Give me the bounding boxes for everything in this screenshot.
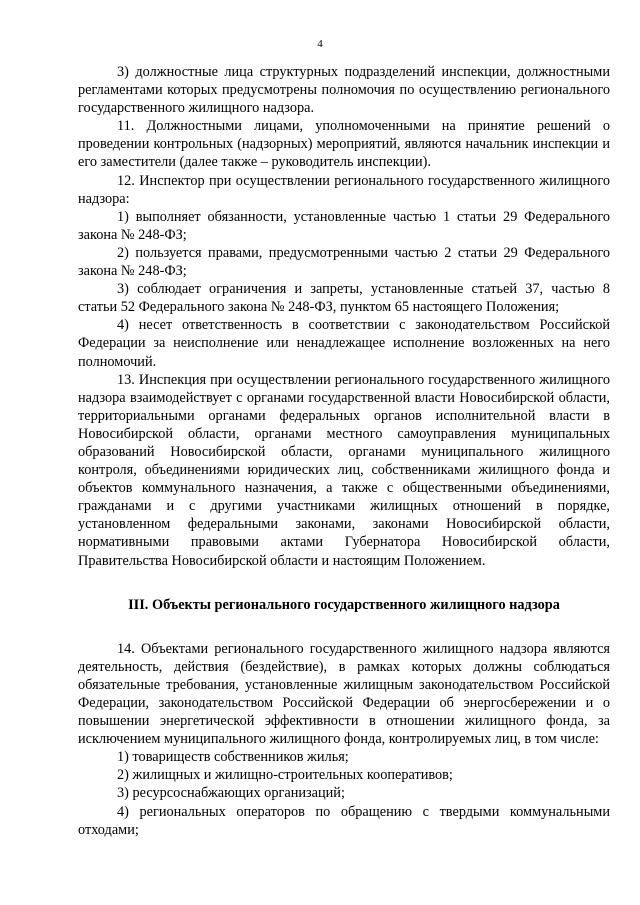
list-item: 2) пользуется правами, предусмотренными частью 2 статьи 29 Федерального закона № 248-ФЗ;	[78, 244, 610, 280]
list-item: 1) товариществ собственников жилья;	[117, 749, 349, 766]
list-item: 3) ресурсоснабжающих организаций;	[117, 785, 345, 802]
paragraph: 13. Инспекция при осуществлении регионального государственного жилищного надзора взаимодействует с органами государственной власти Новосибирской области, территориальными органами федеральных органов исполнительной власти в Новосибирской области, органами местного самоуправления муниципальных образований Новосибирской области, органами муниципального жилищного контроля, объединениями юридических лиц, собственниками жилищного фонда и объектов коммунального назначения, а также с общественными объединениями, гражданами и с другими участниками жилищных отношений в порядке, установленном федеральными законами, законами Новосибирской области, нормативными правовыми актами Губернатора Новосибирской области, Правительства Новосибирской области и настоящим Положением.	[78, 371, 610, 569]
page-number: 4	[317, 38, 323, 50]
list-item: 4) региональных операторов по обращению с твердыми коммунальными отходами;	[78, 803, 610, 838]
list-item: 1) выполняет обязанности, установленные частью 1 статьи 29 Федерального закона № 248-ФЗ;	[78, 208, 610, 243]
section-heading: III. Объекты регионального государственного жилищного надзора	[128, 596, 560, 613]
list-item: 2) жилищных и жилищно-строительных кооперативов;	[117, 767, 453, 784]
paragraph: 11. Должностными лицами, уполномоченными на принятие решений о проведении контрольных (надзорных) мероприятий, являются начальник инспекции и его заместители (далее также – руководитель инспекции).	[78, 118, 610, 171]
document-body	[78, 63, 610, 839]
paragraph: 14. Объектами регионального государственного жилищного надзора являются деятельность, действия (бездействие), в рамках которых должны соблюдаться обязательные требования, установленные жилищным законодательством Российской Федерации, законодательством Российской Федерации об энергосбережении и о повышении энергетической эффективности в отношении жилищного фонда, за исключением муниципального жилищного фонда, контролируемых лиц, в том числе:	[78, 640, 610, 748]
paragraph: 12. Инспектор при осуществлении регионального государственного жилищного надзора:	[78, 172, 610, 207]
paragraph: 3) должностные лица структурных подразделений инспекции, должностными регламентами которых предусмотрены полномочия по осуществлению регионального государственного жилищного надзора.	[78, 64, 610, 117]
list-item: 3) соблюдает ограничения и запреты, установленные статьей 37, частью 8 статьи 52 Федерального закона № 248-ФЗ, пунктом 65 настоящего Положения;	[78, 281, 610, 316]
list-item: 4) несет ответственность в соответствии с законодательством Российской Федерации за неисполнение или ненадлежащее исполнение возложенных на него полномочий.	[78, 317, 610, 370]
